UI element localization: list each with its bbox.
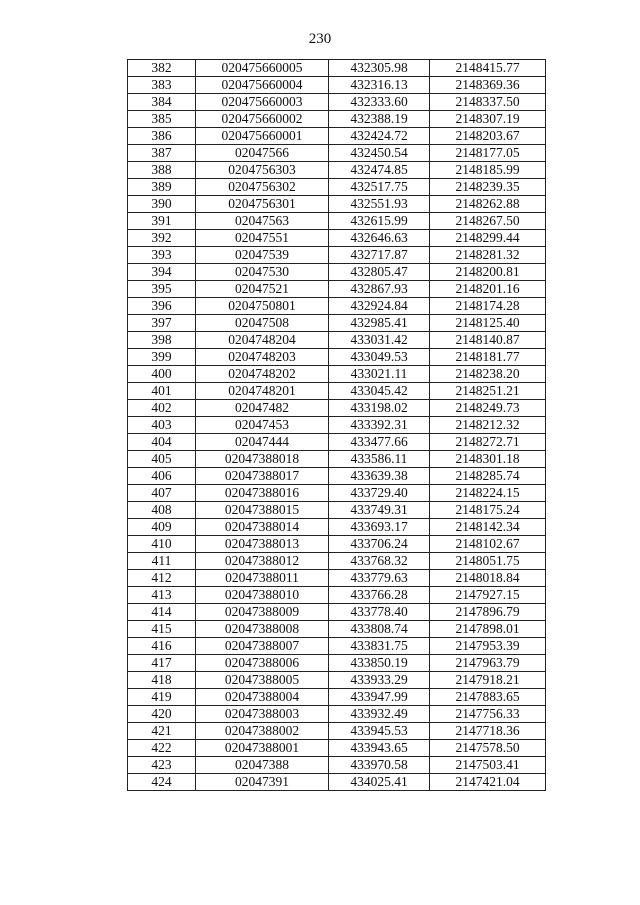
- code-cell: 0204750801: [196, 298, 329, 315]
- table-row: [128, 298, 546, 315]
- x-coordinate-cell: 432985.41: [329, 315, 430, 332]
- table-row: [128, 519, 546, 536]
- code-cell: 02047453: [196, 417, 329, 434]
- x-coordinate-cell: 432615.99: [329, 213, 430, 230]
- table-row: [128, 587, 546, 604]
- code-cell: 02047388005: [196, 672, 329, 689]
- x-coordinate-cell: 432517.75: [329, 179, 430, 196]
- y-coordinate-cell: 2147718.36: [430, 723, 546, 740]
- y-coordinate-cell: 2148415.77: [430, 60, 546, 77]
- y-coordinate-cell: 2148249.73: [430, 400, 546, 417]
- code-cell: 02047482: [196, 400, 329, 417]
- row-number-cell: 390: [128, 196, 196, 213]
- row-number-cell: 400: [128, 366, 196, 383]
- y-coordinate-cell: 2147756.33: [430, 706, 546, 723]
- table-row: [128, 77, 546, 94]
- table-row: [128, 621, 546, 638]
- y-coordinate-cell: 2148272.71: [430, 434, 546, 451]
- x-coordinate-cell: 433477.66: [329, 434, 430, 451]
- x-coordinate-cell: 433706.24: [329, 536, 430, 553]
- x-coordinate-cell: 433970.58: [329, 757, 430, 774]
- row-number-cell: 399: [128, 349, 196, 366]
- table-row: [128, 400, 546, 417]
- table-row: [128, 434, 546, 451]
- y-coordinate-cell: 2148369.36: [430, 77, 546, 94]
- y-coordinate-cell: 2147927.15: [430, 587, 546, 604]
- row-number-cell: 418: [128, 672, 196, 689]
- row-number-cell: 392: [128, 230, 196, 247]
- x-coordinate-cell: 433831.75: [329, 638, 430, 655]
- row-number-cell: 396: [128, 298, 196, 315]
- code-cell: 02047530: [196, 264, 329, 281]
- x-coordinate-cell: 432551.93: [329, 196, 430, 213]
- table-row: [128, 774, 546, 791]
- row-number-cell: 398: [128, 332, 196, 349]
- code-cell: 02047388006: [196, 655, 329, 672]
- coordinates-table: [127, 59, 546, 791]
- code-cell: 0204756303: [196, 162, 329, 179]
- table-body: [128, 60, 546, 791]
- x-coordinate-cell: 433766.28: [329, 587, 430, 604]
- row-number-cell: 402: [128, 400, 196, 417]
- y-coordinate-cell: 2148267.50: [430, 213, 546, 230]
- x-coordinate-cell: 433943.65: [329, 740, 430, 757]
- table-row: [128, 332, 546, 349]
- row-number-cell: 413: [128, 587, 196, 604]
- row-number-cell: 421: [128, 723, 196, 740]
- code-cell: 02047388010: [196, 587, 329, 604]
- code-cell: 02047521: [196, 281, 329, 298]
- y-coordinate-cell: 2148301.18: [430, 451, 546, 468]
- x-coordinate-cell: 432424.72: [329, 128, 430, 145]
- table-row: [128, 94, 546, 111]
- x-coordinate-cell: 432646.63: [329, 230, 430, 247]
- y-coordinate-cell: 2148177.05: [430, 145, 546, 162]
- row-number-cell: 393: [128, 247, 196, 264]
- row-number-cell: 414: [128, 604, 196, 621]
- row-number-cell: 386: [128, 128, 196, 145]
- y-coordinate-cell: 2148251.21: [430, 383, 546, 400]
- table-row: [128, 60, 546, 77]
- row-number-cell: 419: [128, 689, 196, 706]
- y-coordinate-cell: 2147896.79: [430, 604, 546, 621]
- row-number-cell: 420: [128, 706, 196, 723]
- x-coordinate-cell: 433031.42: [329, 332, 430, 349]
- y-coordinate-cell: 2148200.81: [430, 264, 546, 281]
- y-coordinate-cell: 2148203.67: [430, 128, 546, 145]
- code-cell: 020475660002: [196, 111, 329, 128]
- table-row: [128, 485, 546, 502]
- code-cell: 0204748203: [196, 349, 329, 366]
- table-row: [128, 723, 546, 740]
- row-number-cell: 409: [128, 519, 196, 536]
- code-cell: 02047388018: [196, 451, 329, 468]
- y-coordinate-cell: 2148262.88: [430, 196, 546, 213]
- y-coordinate-cell: 2148307.19: [430, 111, 546, 128]
- row-number-cell: 407: [128, 485, 196, 502]
- code-cell: 02047388002: [196, 723, 329, 740]
- table-row: [128, 315, 546, 332]
- code-cell: 0204748204: [196, 332, 329, 349]
- y-coordinate-cell: 2148142.34: [430, 519, 546, 536]
- y-coordinate-cell: 2148238.20: [430, 366, 546, 383]
- row-number-cell: 412: [128, 570, 196, 587]
- code-cell: 02047388013: [196, 536, 329, 553]
- y-coordinate-cell: 2148181.77: [430, 349, 546, 366]
- table-row: [128, 655, 546, 672]
- x-coordinate-cell: 432924.84: [329, 298, 430, 315]
- code-cell: 02047391: [196, 774, 329, 791]
- y-coordinate-cell: 2147963.79: [430, 655, 546, 672]
- x-coordinate-cell: 432388.19: [329, 111, 430, 128]
- table-row: [128, 468, 546, 485]
- x-coordinate-cell: 433932.49: [329, 706, 430, 723]
- row-number-cell: 411: [128, 553, 196, 570]
- y-coordinate-cell: 2148337.50: [430, 94, 546, 111]
- code-cell: 02047388017: [196, 468, 329, 485]
- code-cell: 02047388015: [196, 502, 329, 519]
- x-coordinate-cell: 432867.93: [329, 281, 430, 298]
- code-cell: 0204756301: [196, 196, 329, 213]
- code-cell: 02047388004: [196, 689, 329, 706]
- code-cell: 0204748202: [196, 366, 329, 383]
- row-number-cell: 385: [128, 111, 196, 128]
- x-coordinate-cell: 433779.63: [329, 570, 430, 587]
- y-coordinate-cell: 2148018.84: [430, 570, 546, 587]
- x-coordinate-cell: 433850.19: [329, 655, 430, 672]
- x-coordinate-cell: 433768.32: [329, 553, 430, 570]
- x-coordinate-cell: 433945.53: [329, 723, 430, 740]
- y-coordinate-cell: 2148224.15: [430, 485, 546, 502]
- page-number: 230: [308, 31, 332, 47]
- table-row: [128, 128, 546, 145]
- row-number-cell: 397: [128, 315, 196, 332]
- table-row: [128, 706, 546, 723]
- table-row: [128, 349, 546, 366]
- code-cell: 02047444: [196, 434, 329, 451]
- code-cell: 020475660004: [196, 77, 329, 94]
- y-coordinate-cell: 2148212.32: [430, 417, 546, 434]
- x-coordinate-cell: 433045.42: [329, 383, 430, 400]
- table-row: [128, 417, 546, 434]
- table-row: [128, 383, 546, 400]
- row-number-cell: 384: [128, 94, 196, 111]
- code-cell: 02047388014: [196, 519, 329, 536]
- row-number-cell: 403: [128, 417, 196, 434]
- code-cell: 0204748201: [196, 383, 329, 400]
- y-coordinate-cell: 2148239.35: [430, 179, 546, 196]
- x-coordinate-cell: 432450.54: [329, 145, 430, 162]
- row-number-cell: 383: [128, 77, 196, 94]
- x-coordinate-cell: 432305.98: [329, 60, 430, 77]
- row-number-cell: 391: [128, 213, 196, 230]
- row-number-cell: 416: [128, 638, 196, 655]
- table-row: [128, 179, 546, 196]
- x-coordinate-cell: 434025.41: [329, 774, 430, 791]
- table-row: [128, 196, 546, 213]
- x-coordinate-cell: 432717.87: [329, 247, 430, 264]
- y-coordinate-cell: 2148285.74: [430, 468, 546, 485]
- y-coordinate-cell: 2148201.16: [430, 281, 546, 298]
- row-number-cell: 404: [128, 434, 196, 451]
- row-number-cell: 382: [128, 60, 196, 77]
- x-coordinate-cell: 432474.85: [329, 162, 430, 179]
- row-number-cell: 406: [128, 468, 196, 485]
- code-cell: 02047566: [196, 145, 329, 162]
- table-row: [128, 264, 546, 281]
- code-cell: 02047388: [196, 757, 329, 774]
- x-coordinate-cell: 433693.17: [329, 519, 430, 536]
- table-row: [128, 281, 546, 298]
- row-number-cell: 417: [128, 655, 196, 672]
- row-number-cell: 401: [128, 383, 196, 400]
- x-coordinate-cell: 433808.74: [329, 621, 430, 638]
- y-coordinate-cell: 2148140.87: [430, 332, 546, 349]
- row-number-cell: 415: [128, 621, 196, 638]
- table-row: [128, 757, 546, 774]
- x-coordinate-cell: 433639.38: [329, 468, 430, 485]
- code-cell: 02047388011: [196, 570, 329, 587]
- table-row: [128, 451, 546, 468]
- x-coordinate-cell: 433021.11: [329, 366, 430, 383]
- x-coordinate-cell: 433198.02: [329, 400, 430, 417]
- y-coordinate-cell: 2148281.32: [430, 247, 546, 264]
- row-number-cell: 405: [128, 451, 196, 468]
- row-number-cell: 424: [128, 774, 196, 791]
- y-coordinate-cell: 2148125.40: [430, 315, 546, 332]
- row-number-cell: 422: [128, 740, 196, 757]
- code-cell: 02047388009: [196, 604, 329, 621]
- x-coordinate-cell: 433392.31: [329, 417, 430, 434]
- row-number-cell: 387: [128, 145, 196, 162]
- code-cell: 02047539: [196, 247, 329, 264]
- code-cell: 02047388003: [196, 706, 329, 723]
- y-coordinate-cell: 2148299.44: [430, 230, 546, 247]
- y-coordinate-cell: 2147503.41: [430, 757, 546, 774]
- code-cell: 02047508: [196, 315, 329, 332]
- table-row: [128, 604, 546, 621]
- code-cell: 02047388007: [196, 638, 329, 655]
- table-row: [128, 672, 546, 689]
- x-coordinate-cell: 433586.11: [329, 451, 430, 468]
- code-cell: 020475660005: [196, 60, 329, 77]
- table-row: [128, 145, 546, 162]
- y-coordinate-cell: 2148174.28: [430, 298, 546, 315]
- y-coordinate-cell: 2147883.65: [430, 689, 546, 706]
- code-cell: 0204756302: [196, 179, 329, 196]
- x-coordinate-cell: 433749.31: [329, 502, 430, 519]
- code-cell: 02047388008: [196, 621, 329, 638]
- table-row: [128, 230, 546, 247]
- row-number-cell: 395: [128, 281, 196, 298]
- table-row: [128, 162, 546, 179]
- row-number-cell: 408: [128, 502, 196, 519]
- table-row: [128, 740, 546, 757]
- x-coordinate-cell: 433729.40: [329, 485, 430, 502]
- y-coordinate-cell: 2148175.24: [430, 502, 546, 519]
- code-cell: 02047563: [196, 213, 329, 230]
- table-row: [128, 689, 546, 706]
- code-cell: 020475660001: [196, 128, 329, 145]
- row-number-cell: 394: [128, 264, 196, 281]
- code-cell: 02047551: [196, 230, 329, 247]
- y-coordinate-cell: 2148051.75: [430, 553, 546, 570]
- y-coordinate-cell: 2147421.04: [430, 774, 546, 791]
- row-number-cell: 389: [128, 179, 196, 196]
- y-coordinate-cell: 2147918.21: [430, 672, 546, 689]
- x-coordinate-cell: 433778.40: [329, 604, 430, 621]
- x-coordinate-cell: 433933.29: [329, 672, 430, 689]
- table-row: [128, 247, 546, 264]
- x-coordinate-cell: 432805.47: [329, 264, 430, 281]
- y-coordinate-cell: 2147953.39: [430, 638, 546, 655]
- table-row: [128, 111, 546, 128]
- code-cell: 02047388016: [196, 485, 329, 502]
- row-number-cell: 410: [128, 536, 196, 553]
- y-coordinate-cell: 2148185.99: [430, 162, 546, 179]
- y-coordinate-cell: 2147578.50: [430, 740, 546, 757]
- table-row: [128, 638, 546, 655]
- table-row: [128, 502, 546, 519]
- x-coordinate-cell: 432316.13: [329, 77, 430, 94]
- row-number-cell: 423: [128, 757, 196, 774]
- table-row: [128, 213, 546, 230]
- table-row: [128, 570, 546, 587]
- code-cell: 02047388012: [196, 553, 329, 570]
- table-row: [128, 366, 546, 383]
- y-coordinate-cell: 2148102.67: [430, 536, 546, 553]
- x-coordinate-cell: 432333.60: [329, 94, 430, 111]
- x-coordinate-cell: 433947.99: [329, 689, 430, 706]
- table-row: [128, 553, 546, 570]
- code-cell: 020475660003: [196, 94, 329, 111]
- code-cell: 02047388001: [196, 740, 329, 757]
- row-number-cell: 388: [128, 162, 196, 179]
- y-coordinate-cell: 2147898.01: [430, 621, 546, 638]
- x-coordinate-cell: 433049.53: [329, 349, 430, 366]
- table-row: [128, 536, 546, 553]
